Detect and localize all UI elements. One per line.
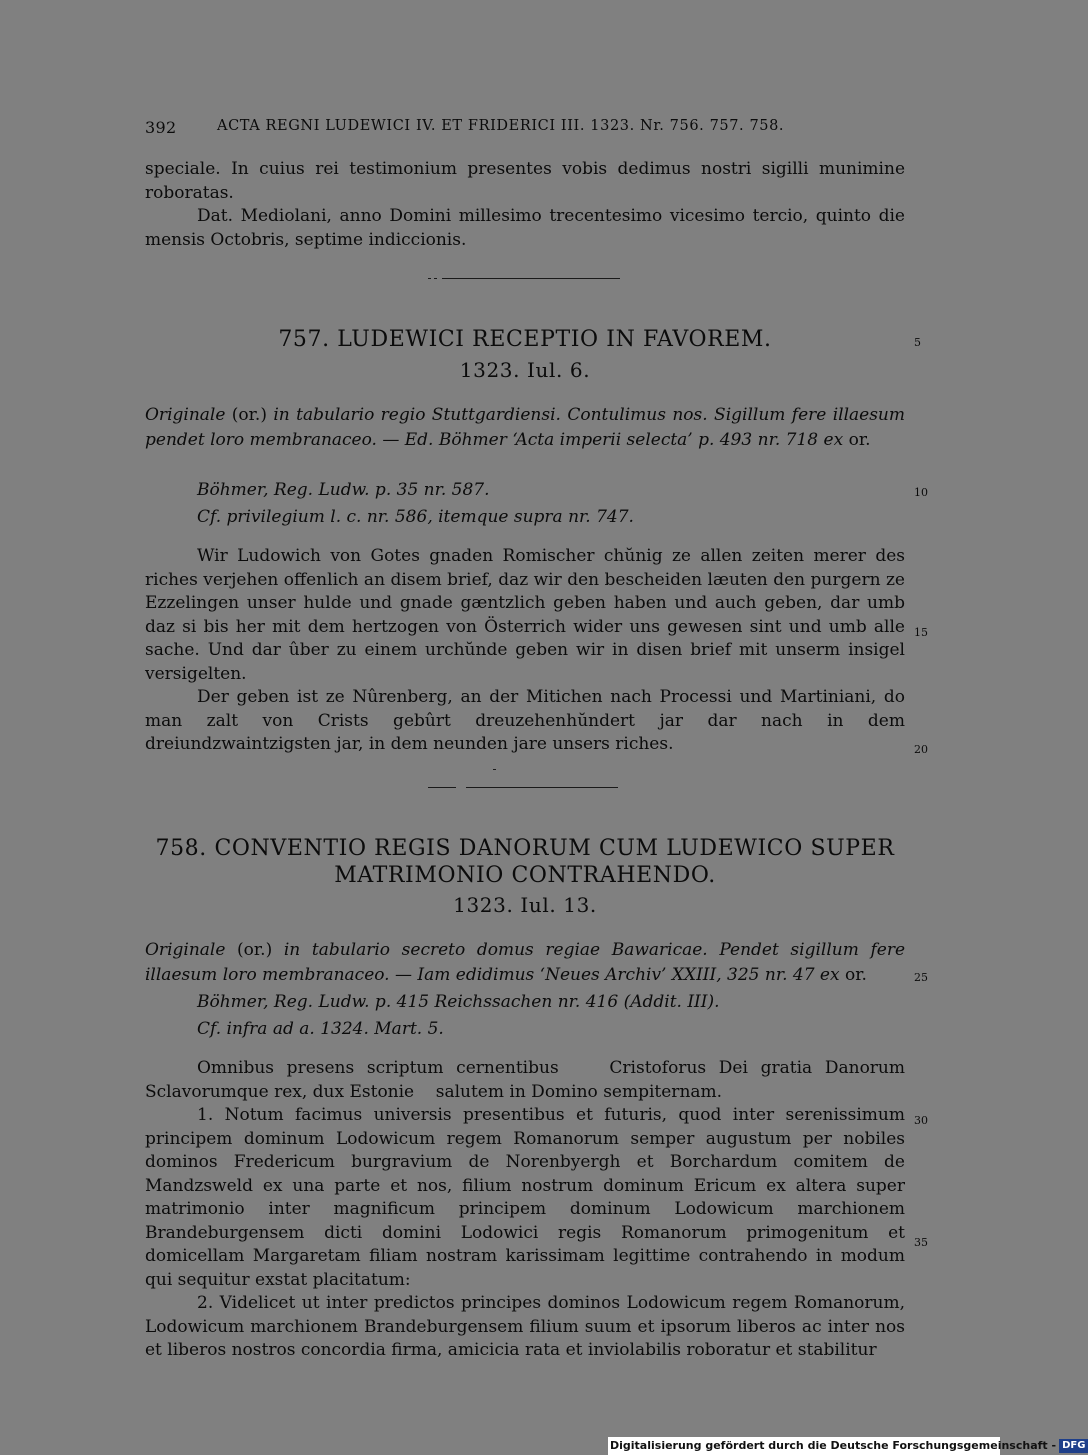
source-siglum: (or.) bbox=[237, 940, 273, 960]
line-number: 15 bbox=[914, 626, 928, 639]
previous-document-dating: Dat. Mediolani, anno Domini millesimo trecentesimo vicesimo tercio, quinto die mensis Octobris, septime indiccionis. bbox=[145, 206, 905, 250]
doc-758-text-paragraph-2: 1. Notum facimus universis presentibus et futuris, quod inter serenissimum principem dominum Lodowicum regem Romanorum semper augustum per nobiles dominos Fredericum burgravium de Norenbyergh et Borchardum comitem de Mandzsweld ex una parte et nos, filium nostrum dominum Ericum ex altera super matrimonio inter magnificum principem dominum Lodowicum marchionem Brandeburgensem dicti domini Lodowici regis Romanorum primogenitum et domicellam Margaretam filiam nostram karissimam legittime contrahendo in modum qui sequitur exstat placitatum: bbox=[145, 1105, 905, 1290]
doc-757-text-paragraph-1: Wir Ludowich von Gotes gnaden Romischer chŭnig ze allen zeiten merer des riches verjehen offenlich an disem brief, daz wir den bescheiden læuten den purgern ze Ezzelingen unser hulde und gnade gæntzlich geben haben und auch geben, dar umb daz si bis her mit dem hertzogen von Österrich wider uns gewesen sint und umb alle sache. Und dar ûber zu einem urchŭnde geben wir in disen brief mit unserm insigel versigelten. bbox=[145, 546, 905, 684]
funding-credit: Digitalisierung gefördert durch die Deutsche Forschungsgemeinschaft - bbox=[610, 1439, 1057, 1452]
doc-758-text bbox=[145, 1057, 911, 1363]
doc-758-title bbox=[145, 835, 905, 889]
separator-dot bbox=[434, 278, 437, 279]
source-description: in tabulario secreto domus regiae Bawaricae. Pendet sigillum fere illaesum loro membranaceo. — Iam edidimus ‘Neues Archiv’ XXIII, 325 nr. 47 ex bbox=[145, 940, 906, 985]
doc-758-cf: Cf. infra ad a. 1324. Mart. 5. bbox=[197, 1019, 444, 1039]
running-title: ACTA REGNI LUDEWICI IV. ET FRIDERICI III. 1323. Nr. 756. 757. 758. bbox=[217, 118, 785, 134]
separator-rule bbox=[466, 787, 618, 788]
source-siglum: (or.) bbox=[231, 405, 267, 425]
funding-footer bbox=[608, 1437, 1086, 1455]
doc-757-cf: Cf. privilegium l. c. nr. 586, itemque supra nr. 747. bbox=[197, 507, 634, 527]
doc-757-text bbox=[145, 545, 905, 757]
separator-dot bbox=[493, 769, 496, 770]
previous-document-ending bbox=[145, 158, 905, 252]
line-number: 35 bbox=[914, 1236, 928, 1249]
previous-document-paragraph-1: speciale. In cuius rei testimonium presentes vobis dedimus nostri sigilli munimine roboratas. bbox=[145, 159, 905, 203]
doc-757-regest: Böhmer, Reg. Ludw. p. 35 nr. 587. bbox=[197, 480, 490, 500]
doc-758-title-line-2: MATRIMONIO CONTRAHENDO. bbox=[334, 863, 716, 888]
doc-758-date: 1323. Iul. 13. bbox=[453, 893, 597, 917]
dfg-logo: DFG bbox=[1059, 1439, 1088, 1453]
doc-758-text-paragraph-3: 2. Videlicet ut inter predictos principes dominos Lodowicum regem Romanorum, Lodowicum marchionem Brandeburgensem filium suum et ipsorum liberos ac inter nos et liberos nostros concordia firma, amicicia rata et inviolabilis roboratur et stabilitur bbox=[145, 1293, 905, 1360]
page-number: 392 bbox=[145, 118, 177, 137]
line-number: 30 bbox=[914, 1114, 928, 1127]
source-siglum-end: or. bbox=[848, 429, 871, 450]
line-number: 25 bbox=[914, 971, 928, 984]
separator-rule bbox=[428, 787, 456, 788]
doc-758-source-note bbox=[145, 938, 905, 987]
source-description: in tabulario regio Stuttgardiensi. Contulimus nos. Sigillum fere illaesum pendet loro membranaceo. — Ed. Böhmer ‘Acta imperii selecta’ p. 493 nr. 718 ex bbox=[145, 405, 905, 450]
doc-757-title: 757. LUDEWICI RECEPTIO IN FAVOREM. bbox=[278, 327, 772, 352]
doc-758-title-line-1: 758. CONVENTIO REGIS DANORUM CUM LUDEWICO SUPER bbox=[155, 836, 895, 861]
source-originale: Originale bbox=[145, 405, 226, 425]
source-siglum-end: or. bbox=[844, 964, 867, 985]
line-number: 20 bbox=[914, 743, 928, 756]
doc-757-text-paragraph-2: Der geben ist ze Nûrenberg, an der Mitichen nach Processi und Martiniani, do man zalt von Crists gebûrt dreuzehenhŭndert jar dar nach in dem dreiundzwaintzigsten jar, in dem neunden jare unsers riches. bbox=[145, 687, 905, 754]
page-header bbox=[145, 118, 905, 137]
line-number: 10 bbox=[914, 486, 928, 499]
source-originale: Originale bbox=[145, 940, 226, 960]
doc-757-date: 1323. Iul. 6. bbox=[459, 358, 591, 382]
doc-758-text-paragraph-1: Omnibus presens scriptum cernentibus Cristoforus Dei gratia Danorum Sclavorumque rex, dux Estonie salutem in Domino sempiternam. bbox=[145, 1058, 911, 1102]
line-number: 5 bbox=[914, 336, 921, 349]
doc-758-regest: Böhmer, Reg. Ludw. p. 415 Reichssachen nr. 416 (Addit. III). bbox=[197, 992, 720, 1012]
separator-rule bbox=[442, 278, 620, 279]
doc-757-source-note bbox=[145, 403, 905, 452]
separator-dot bbox=[428, 278, 431, 279]
